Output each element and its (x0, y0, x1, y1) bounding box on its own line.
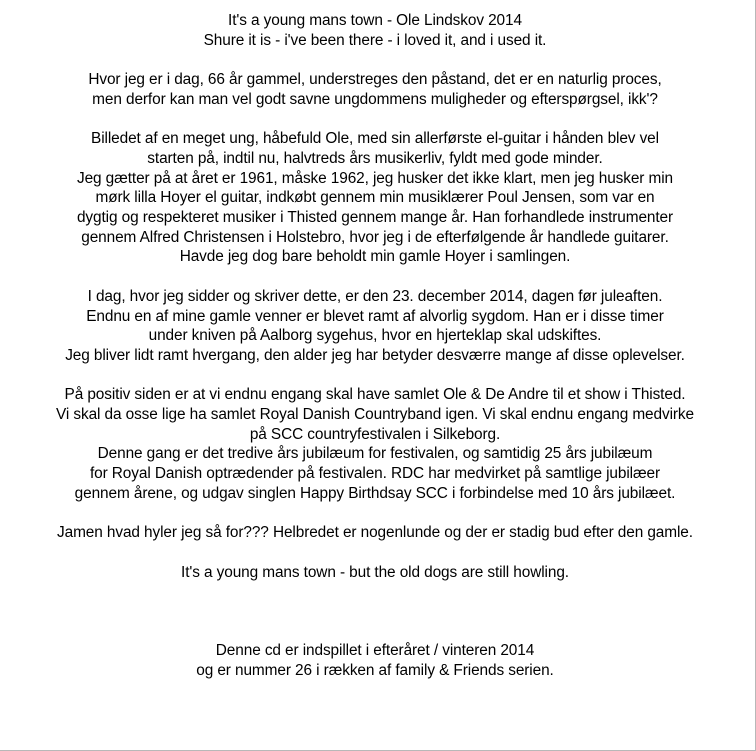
text-line: Jeg bliver lidt ramt hvergang, den alder jeg har betyder desværre mange af disse oplevelser. (65, 346, 685, 364)
text-line: men derfor kan man vel godt savne ungdommens muligheder og efterspørgsel, ikk'? (92, 90, 658, 108)
text-line: på SCC countryfestivalen i Silkeborg. (249, 425, 501, 443)
text-line: Endnu en af mine gamle venner er blevet ramt af alvorlig sygdom. Han er i disse timer (86, 307, 664, 325)
title-block (0, 11, 750, 50)
footer-note (0, 641, 750, 680)
text-line: Hvor jeg er i dag, 66 år gammel, understreges den påstand, det er en naturlig proces, (88, 71, 662, 89)
footer-line: Denne cd er indspillet i efteråret / vinteren 2014 (215, 642, 535, 660)
text-line: Havde jeg dog bare beholdt min gamle Hoyer i samlingen. (179, 248, 571, 266)
document-text (0, 11, 750, 700)
subtitle-line: Shure it is - i've been there - i loved it, and i used it. (203, 31, 547, 49)
title-line: It's a young mans town - Ole Lindskov 2014 (228, 12, 522, 29)
text-line: Jamen hvad hyler jeg så for??? Helbredet er nogenlunde og der er stadig bud efter den gamle. (57, 524, 693, 542)
paragraph-6 (0, 563, 750, 583)
text-line: I dag, hvor jeg sidder og skriver dette, er den 23. december 2014, dagen før juleaften. (87, 287, 663, 305)
paragraph-2 (0, 129, 750, 267)
text-line: Vi skal da osse lige ha samlet Royal Danish Countryband igen. Vi skal endnu engang medvirke (56, 406, 694, 423)
text-line: Billedet af en meget ung, håbefuld Ole, med sin allerførste el-guitar i hånden blev vel (91, 130, 659, 148)
closing-line: It's a young mans town - but the old dogs are still howling. (181, 563, 569, 581)
footer-line: og er nummer 26 i rækken af family & Friends serien. (196, 662, 554, 680)
text-line: starten på, indtil nu, halvtreds års musikerliv, fyldt med gode minder. (147, 149, 603, 167)
text-line: Jeg gætter på at året er 1961, måske 1962, jeg husker det ikke klart, men jeg husker min (76, 169, 674, 187)
text-line: mørk lilla Hoyer el guitar, indkøbt gennem min musiklærer Poul Jensen, som var en (95, 189, 655, 207)
text-line: gennem årene, og udgav singlen Happy Birthdsay SCC i forbindelse med 10 års jubilæet. (74, 484, 676, 502)
text-line: Denne gang er det tredive års jubilæum for festivalen, og samtidig 25 års jubilæum (97, 445, 653, 463)
text-line: På positiv siden er at vi endnu engang skal have samlet Ole & De Andre til et show i Thisted. (64, 386, 686, 404)
paragraph-5 (0, 523, 750, 543)
text-line: under kniven på Aalborg sygehus, hvor en hjerteklap skal udskiftes. (148, 327, 602, 345)
paragraph-4 (0, 385, 750, 503)
paragraph-3 (0, 287, 750, 366)
paragraph-1 (0, 70, 750, 109)
text-line: for Royal Danish optrædender på festivalen. RDC har medvirket på samtlige jubilæer (89, 465, 661, 483)
blank-space (0, 602, 750, 641)
text-line: dygtig og respekteret musiker i Thisted gennem mange år. Han forhandlede instrumenter (76, 209, 674, 226)
text-line: gennem Alfred Christensen i Holstebro, hvor jeg i de efterfølgende år handlede guitarer. (81, 228, 669, 246)
